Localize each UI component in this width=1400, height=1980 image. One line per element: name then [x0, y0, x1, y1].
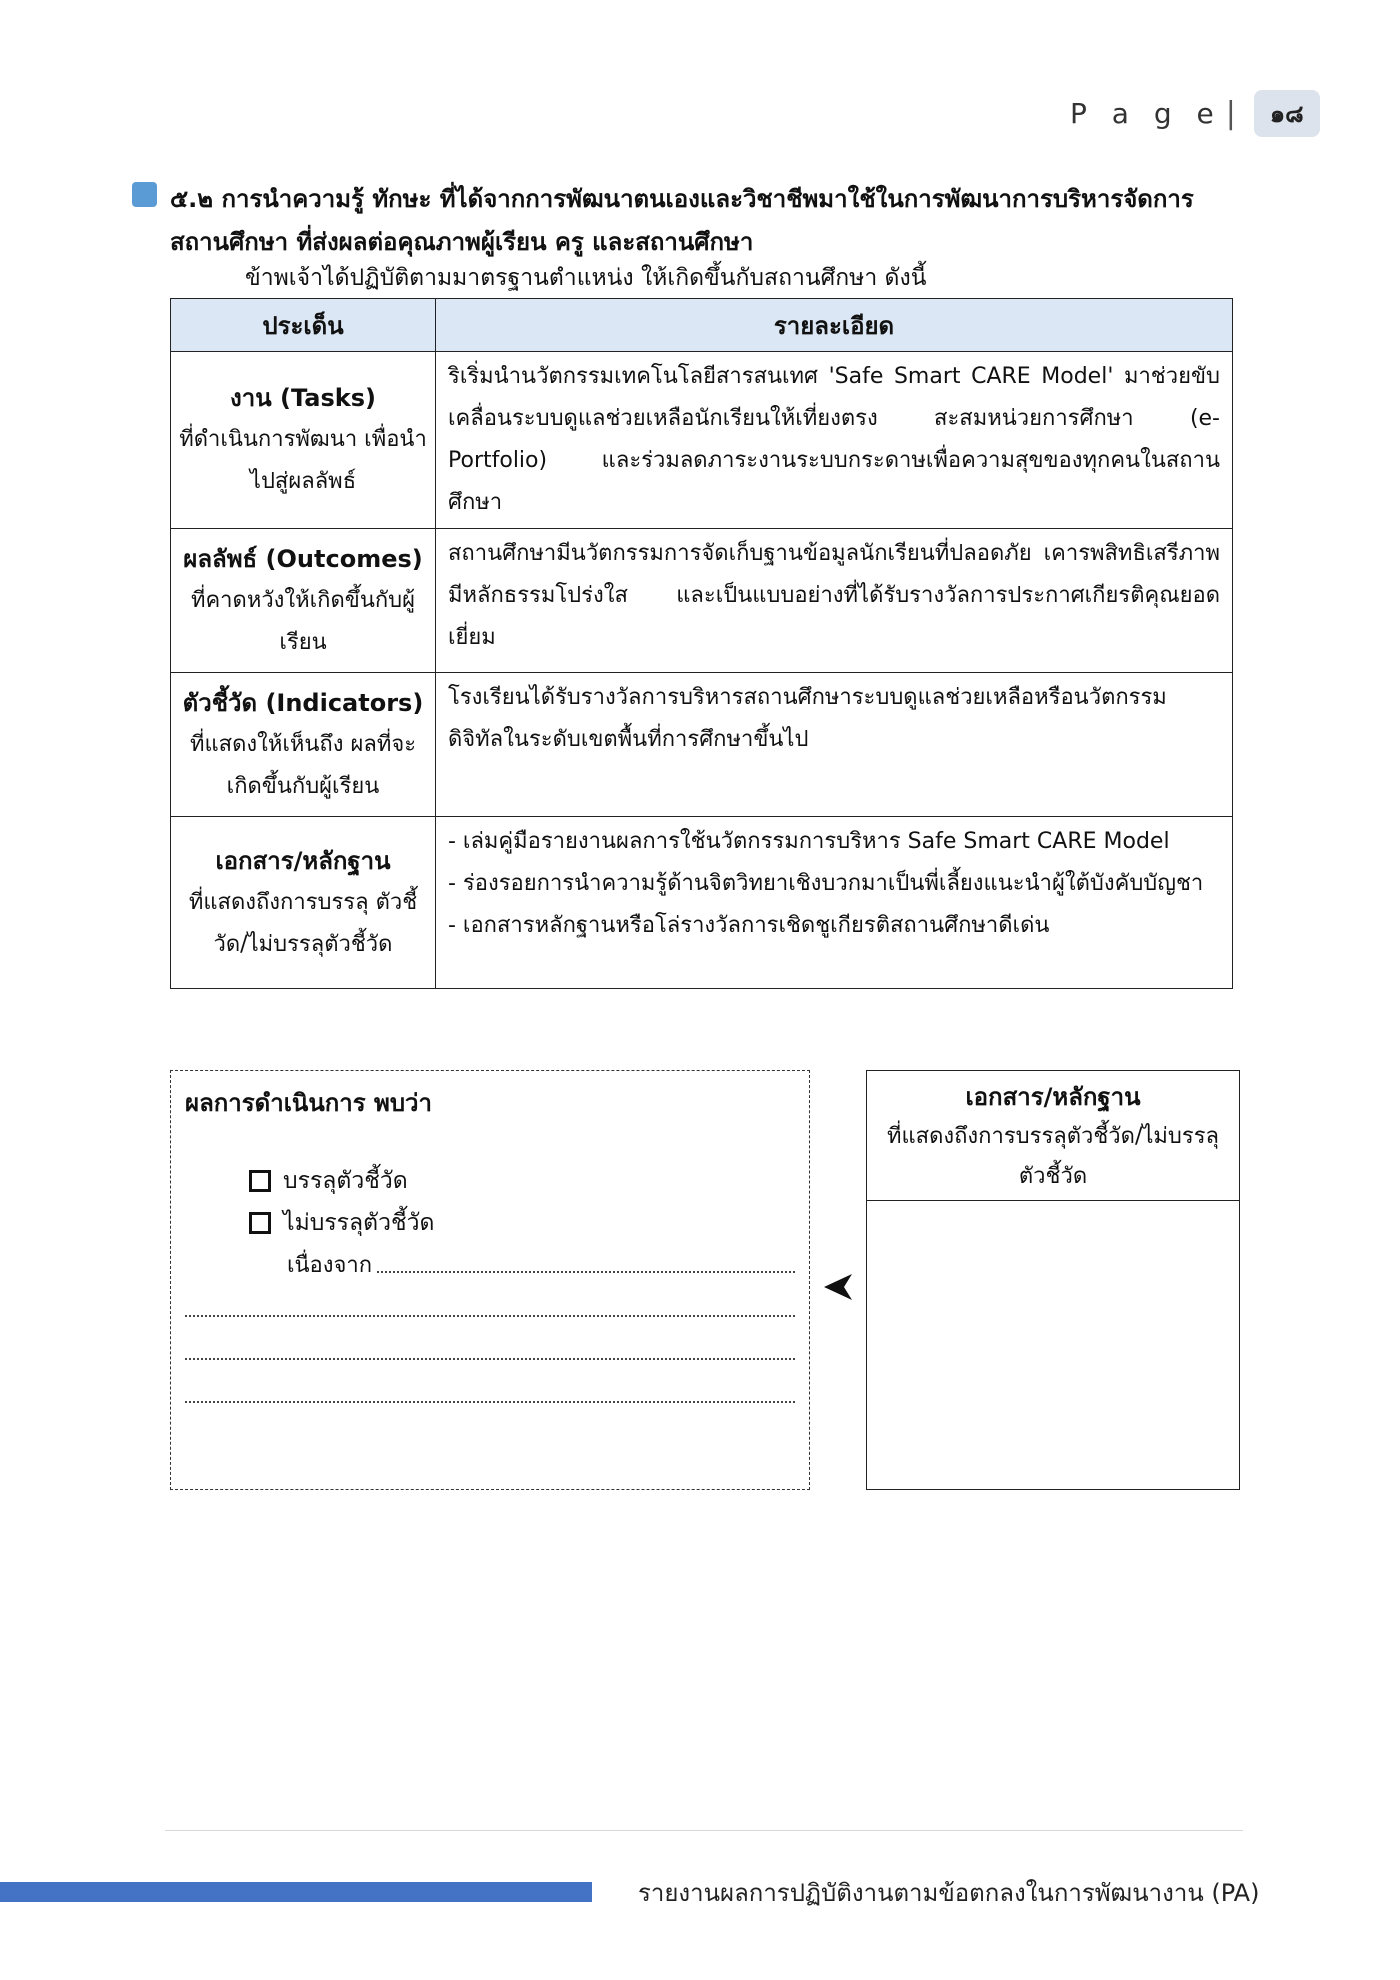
evidence-box — [866, 1070, 1240, 1490]
result-box — [170, 1070, 810, 1490]
page-label: P a g e — [1070, 97, 1222, 130]
section-heading-line1: ๕.๒ การนำความรู้ ทักษะ ที่ได้จากการพัฒนาตนเองและวิชาชีพมาใช้ในการพัฒนาการบริหารจัดการ — [170, 185, 1194, 213]
table-row — [171, 817, 1233, 989]
detail-cell — [436, 817, 1233, 989]
intro-text: ข้าพเจ้าได้ปฏิบัติตามมาตรฐานตำแหน่ง ให้เกิดขึ้นกับสถานศึกษา ดังนี้ — [245, 265, 927, 291]
detail-cell: โรงเรียนได้รับรางวัลการบริหารสถานศึกษาระบบดูแลช่วยเหลือหรือนวัตกรรมดิจิทัลในระดับเขตพื้นที่การศึกษาขึ้นไป — [436, 673, 1233, 817]
header-detail: รายละเอียด — [436, 299, 1233, 352]
footer-divider — [165, 1830, 1243, 1831]
topic-cell — [171, 529, 436, 673]
evidence-subtitle: ที่แสดงถึงการบรรลุตัวชี้วัด/ไม่บรรลุตัวชี้วัด — [886, 1124, 1220, 1189]
option-not-achieved[interactable] — [249, 1205, 434, 1241]
topic-cell — [171, 352, 436, 529]
header-topic: ประเด็น — [171, 299, 436, 352]
topic-subtitle: ที่แสดงถึงการบรรลุ ตัวชี้วัด/ไม่บรรลุตัวชี้วัด — [188, 889, 418, 957]
option-not-achieved-label: ไม่บรรลุตัวชี้วัด — [283, 1210, 435, 1236]
section-heading — [170, 178, 1230, 264]
option-achieved[interactable] — [249, 1163, 408, 1199]
detail-cell: สถานศึกษามีนวัตกรรมการจัดเก็บฐานข้อมูลนักเรียนที่ปลอดภัย เคารพสิทธิเสรีภาพ มีหลักธรรมโปร่งใส และเป็นแบบอย่างที่ได้รับรางวัลการประกาศเกียรติคุณยอดเยี่ยม — [436, 529, 1233, 673]
page-number: ๑๘ — [1254, 90, 1320, 137]
topic-title: เอกสาร/หลักฐาน — [215, 846, 391, 875]
table-row — [171, 673, 1233, 817]
evidence-header — [867, 1071, 1239, 1201]
fill-line[interactable] — [185, 1358, 795, 1360]
evidence-content-area[interactable] — [867, 1201, 1239, 1489]
topic-cell — [171, 673, 436, 817]
evidence-line: - ร่องรอยการนำความรู้ด้านจิตวิทยาเชิงบวกมาเป็นพี่เลี้ยงแนะนำผู้ใต้บังคับบัญชา — [448, 871, 1204, 896]
checkbox-icon[interactable] — [249, 1170, 271, 1192]
topic-cell — [171, 817, 436, 989]
topic-title: ตัวชี้วัด (Indicators) — [182, 688, 424, 717]
topic-subtitle: ที่ดำเนินการพัฒนา เพื่อนำไปสู่ผลลัพธ์ — [179, 427, 427, 494]
standards-table — [170, 298, 1233, 989]
topic-title: งาน (Tasks) — [230, 384, 376, 412]
option-achieved-label: บรรลุตัวชี้วัด — [283, 1168, 408, 1194]
evidence-title: เอกสาร/หลักฐาน — [965, 1083, 1141, 1111]
result-title: ผลการดำเนินการ พบว่า — [185, 1089, 433, 1117]
section-marker-icon — [132, 182, 157, 207]
section-heading-line2: สถานศึกษา ที่ส่งผลต่อคุณภาพผู้เรียน ครู และสถานศึกษา — [170, 228, 754, 256]
page-separator: | — [1225, 96, 1236, 131]
checkbox-icon[interactable] — [249, 1212, 271, 1234]
page-header — [1070, 90, 1320, 137]
evidence-line: - เล่มคู่มือรายงานผลการใช้นวัตกรรมการบริหาร Safe Smart CARE Model — [448, 829, 1170, 854]
topic-title: ผลลัพธ์ (Outcomes) — [183, 544, 423, 573]
table-header-row — [171, 299, 1233, 352]
topic-subtitle: ที่คาดหวังให้เกิดขึ้นกับผู้เรียน — [190, 587, 416, 655]
fill-line[interactable] — [185, 1401, 795, 1403]
footer-accent-bar — [0, 1882, 592, 1902]
because-fill-line[interactable] — [377, 1271, 795, 1273]
detail-cell: ริเริ่มนำนวัตกรรมเทคโนโลยีสารสนเทศ 'Safe Smart CARE Model' มาช่วยขับเคลื่อนระบบดูแลช่วยเหลือนักเรียนให้เที่ยงตรง สะสมหน่วยการศึกษา (e-Portfolio) และร่วมลดภาระงานระบบกระดาษเพื่อความสุขของทุกคนในสถานศึกษา — [436, 352, 1233, 529]
fill-line[interactable] — [185, 1315, 795, 1317]
topic-subtitle: ที่แสดงให้เห็นถึง ผลที่จะเกิดขึ้นกับผู้เรียน — [189, 731, 417, 799]
evidence-line: - เอกสารหลักฐานหรือโล่รางวัลการเชิดชูเกียรติสถานศึกษาดีเด่น — [448, 913, 1050, 938]
table-row — [171, 529, 1233, 673]
arrow-left-icon — [822, 1270, 856, 1304]
because-label: เนื่องจาก — [287, 1253, 373, 1278]
footer-text: รายงานผลการปฏิบัติงานตามข้อตกลงในการพัฒนางาน (PA) — [638, 1879, 1260, 1907]
table-row — [171, 352, 1233, 529]
